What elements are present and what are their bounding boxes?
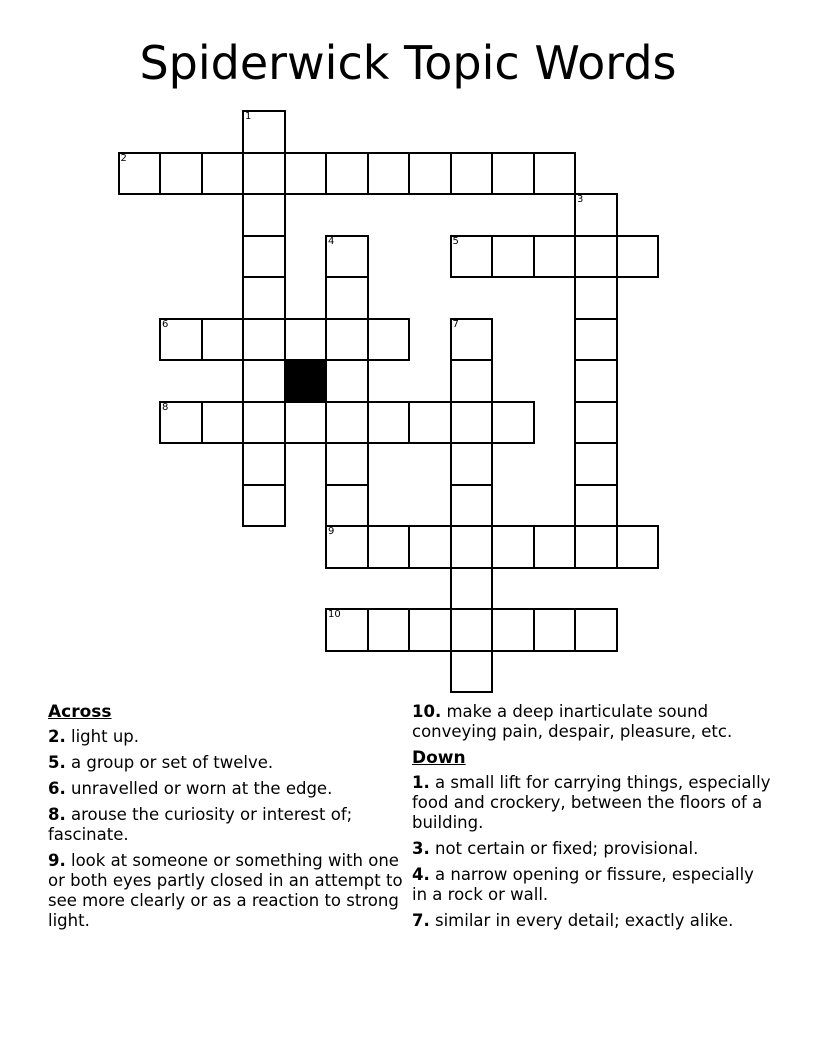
grid-cell[interactable] [450,318,494,362]
grid-cell[interactable] [574,235,618,279]
grid-cell[interactable] [533,525,577,569]
grid-cell[interactable] [408,401,452,445]
grid-cell[interactable] [491,152,535,196]
clue-text: arouse the curiosity or interest of; fascinate. [48,805,353,844]
grid-cell[interactable] [201,318,245,362]
clue-number-label: 2 [120,152,127,164]
grid-cell[interactable] [533,152,577,196]
grid-cell[interactable] [242,276,286,320]
down-heading: Down [412,748,466,768]
grid-cell[interactable] [325,152,369,196]
page-title: Spiderwick Topic Words [139,36,677,90]
grid-cell[interactable] [450,359,494,403]
grid-cell[interactable] [533,608,577,652]
clues-column-left [48,702,403,937]
clue-across-8 [48,805,403,845]
clue-number-label: 4 [328,235,335,247]
grid-cell[interactable] [574,484,618,528]
grid-cell[interactable] [325,608,369,652]
grid-cell[interactable] [284,152,328,196]
grid-cell[interactable] [450,442,494,486]
grid-cell[interactable] [325,484,369,528]
grid-cell[interactable] [242,484,286,528]
clue-text: a small lift for carrying things, especially food and crockery, between the floors of a building. [412,773,771,832]
clue-text: a group or set of twelve. [71,753,274,772]
grid-cell[interactable] [159,401,203,445]
clue-number-label: 3 [577,194,584,205]
grid-cell[interactable] [367,152,411,196]
grid-cell[interactable] [367,318,411,362]
grid-cell[interactable] [574,276,618,320]
grid-cell[interactable] [325,276,369,320]
grid-cell[interactable] [242,442,286,486]
grid-cell[interactable] [408,608,452,652]
clue-number-label: 1 [245,111,252,122]
grid-cell[interactable] [325,318,369,362]
clue-number-label: 6 [162,318,169,330]
grid-cell[interactable] [118,152,162,196]
grid-cell[interactable] [616,525,660,569]
clue-number-label: 9 [328,526,335,537]
clue-across-6 [48,779,403,799]
clue-number: 2. [48,727,66,746]
grid-cell[interactable] [574,401,618,445]
grid-cell[interactable] [325,525,369,569]
grid-cell[interactable] [491,608,535,652]
grid-cell[interactable] [201,401,245,445]
grid-cell[interactable] [367,608,411,652]
clue-text: look at someone or something with one or both eyes partly closed in an attempt to see more clearly or as a reaction to strong light. [48,851,403,930]
clue-number: 7. [412,911,430,930]
clue-text: not certain or fixed; provisional. [435,839,699,858]
clue-text: a narrow opening or fissure, especially in a rock or wall. [412,865,754,904]
grid-cell[interactable] [450,152,494,196]
grid-cell[interactable] [491,235,535,279]
clue-across-2 [48,727,403,747]
grid-cell[interactable] [284,401,328,445]
across-heading: Across [48,702,112,722]
grid-cell[interactable] [574,359,618,403]
grid-cell[interactable] [533,235,577,279]
grid-cell[interactable] [450,401,494,445]
clue-number: 9. [48,851,66,870]
clue-number-label: 7 [452,318,459,330]
grid-cell[interactable] [408,525,452,569]
grid-cell[interactable] [242,235,286,279]
clue-text: make a deep inarticulate sound conveying pain, despair, pleasure, etc. [412,702,733,741]
clue-text: light up. [71,727,139,746]
clue-text: unravelled or worn at the edge. [71,779,333,798]
grid-cell[interactable] [574,442,618,486]
grid-cell[interactable] [242,152,286,196]
grid-cell[interactable] [325,359,369,403]
grid-cell[interactable] [450,608,494,652]
grid-cell[interactable] [242,193,286,237]
clue-down-7 [412,911,772,931]
grid-cell[interactable] [491,401,535,445]
grid-cell[interactable] [574,193,618,237]
clues-column-right [412,702,772,937]
grid-cell[interactable] [450,567,494,611]
grid-cell[interactable] [450,484,494,528]
grid-cell[interactable] [574,608,618,652]
clue-number: 4. [412,865,430,884]
grid-cell[interactable] [242,401,286,445]
clue-down-1 [412,773,772,833]
grid-cell[interactable] [574,318,618,362]
clue-number-label: 10 [328,609,341,620]
grid-cell[interactable] [325,235,369,279]
clue-across-10 [412,702,772,742]
grid-cell[interactable] [201,152,245,196]
clue-across-5 [48,753,403,773]
clue-number-label: 5 [452,235,459,247]
grid-cell[interactable] [325,442,369,486]
clue-number: 1. [412,773,430,792]
grid-cell[interactable] [574,525,618,569]
grid-cell[interactable] [408,152,452,196]
grid-cell[interactable] [159,318,203,362]
clue-number: 8. [48,805,66,824]
grid-cell[interactable] [159,152,203,196]
grid-cell[interactable] [367,401,411,445]
clue-number: 6. [48,779,66,798]
clue-number-label: 8 [162,401,169,413]
clue-number: 10. [412,702,442,721]
grid-cell[interactable] [616,235,660,279]
grid-cell[interactable] [284,318,328,362]
clue-across-9 [48,851,403,931]
grid-cell[interactable] [242,110,286,154]
grid-black-cell [284,359,328,403]
grid-cell[interactable] [242,359,286,403]
grid-cell[interactable] [450,525,494,569]
clue-number: 3. [412,839,430,858]
grid-cell[interactable] [367,525,411,569]
clue-text: similar in every detail; exactly alike. [435,911,734,930]
grid-cell[interactable] [491,525,535,569]
grid-cell[interactable] [450,650,494,694]
grid-cell[interactable] [325,401,369,445]
clue-number: 5. [48,753,66,772]
clue-down-4 [412,865,772,905]
clue-down-3 [412,839,772,859]
grid-cell[interactable] [242,318,286,362]
grid-cell[interactable] [450,235,494,279]
